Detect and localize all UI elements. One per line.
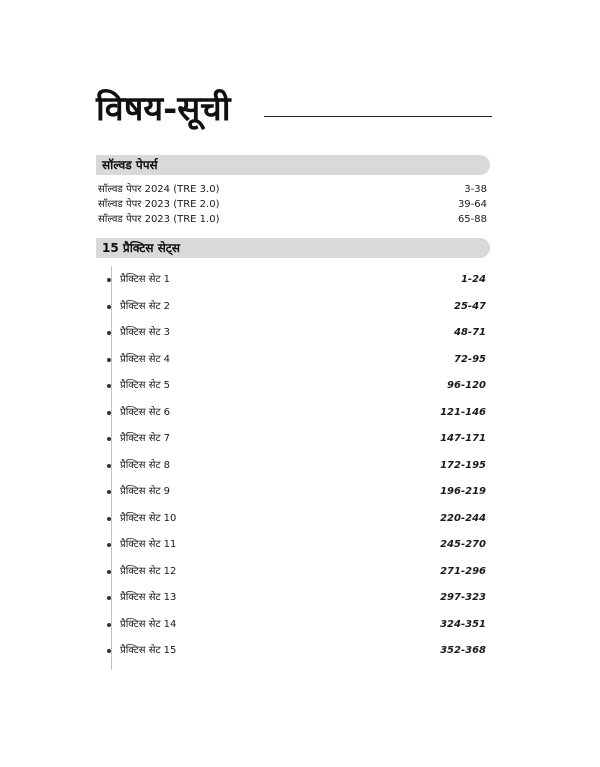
item-label: प्रैक्टिस सेट 7 (120, 433, 171, 444)
list-item[interactable] (96, 536, 486, 554)
item-pages: 1-24 (460, 274, 486, 285)
item-label: प्रैक्टिस सेट 9 (120, 486, 171, 497)
item-pages: 324-351 (440, 618, 486, 630)
list-item[interactable] (96, 377, 486, 395)
item-label: प्रैक्टिस सेट 1 (120, 274, 171, 285)
item-label: प्रैक्टिस सेट 10 (120, 512, 177, 524)
list-item[interactable] (96, 324, 486, 342)
title-underline (264, 116, 492, 117)
list-item[interactable] (96, 430, 486, 448)
item-pages: 25-47 (454, 300, 486, 312)
list-item[interactable] (98, 182, 487, 197)
bullet-icon (107, 649, 111, 653)
bullet-icon (107, 305, 111, 309)
bullet-icon (107, 490, 111, 494)
item-label: प्रैक्टिस सेट 5 (120, 380, 171, 391)
list-item[interactable] (96, 351, 486, 369)
item-pages: 245-270 (440, 539, 486, 550)
item-label: प्रैक्टिस सेट 3 (120, 327, 171, 338)
bullet-icon (107, 517, 111, 521)
list-item[interactable] (96, 589, 486, 607)
item-label: सॉल्वड पेपर 2023 (TRE 1.0) (98, 214, 220, 225)
list-item[interactable] (96, 457, 486, 475)
item-pages: 297-323 (440, 592, 486, 603)
list-item[interactable] (96, 563, 486, 581)
item-label: प्रैक्टिस सेट 11 (120, 539, 177, 550)
practice-sets-list (96, 266, 488, 670)
item-pages: 48-71 (454, 327, 486, 338)
bullet-icon (107, 570, 111, 574)
bullet-icon (107, 358, 111, 362)
section-header-solved (96, 155, 490, 175)
item-pages: 96-120 (447, 380, 486, 391)
bullet-icon (107, 384, 111, 388)
item-label: प्रैक्टिस सेट 6 (120, 406, 171, 418)
bullet-icon (107, 411, 111, 415)
list-item[interactable] (96, 404, 486, 422)
item-label: प्रैक्टिस सेट 14 (120, 618, 177, 630)
list-item[interactable] (96, 642, 486, 660)
bullet-icon (107, 623, 111, 627)
list-item[interactable] (96, 483, 486, 501)
item-pages: 39-64 (457, 199, 487, 210)
item-pages: 352-368 (440, 645, 486, 656)
item-pages: 196-219 (440, 486, 486, 497)
item-label: सॉल्वड पेपर 2024 (TRE 3.0) (98, 184, 220, 195)
section-header-practice (96, 238, 490, 258)
item-label: सॉल्वड पेपर 2023 (TRE 2.0) (98, 199, 220, 210)
item-label: प्रैक्टिस सेट 4 (120, 353, 171, 365)
item-pages: 72-95 (454, 353, 486, 365)
bullet-icon (107, 437, 111, 441)
item-label: प्रैक्टिस सेट 2 (120, 300, 171, 312)
item-pages: 121-146 (440, 406, 486, 418)
item-label: प्रैक्टिस सेट 13 (120, 592, 177, 603)
list-item[interactable] (98, 212, 487, 227)
item-label: प्रैक्टिस सेट 12 (120, 565, 177, 577)
solved-papers-list (98, 182, 487, 227)
section-heading-solved: सॉल्वड पेपर्स (102, 158, 158, 172)
item-label: प्रैक्टिस सेट 8 (120, 459, 171, 471)
item-pages: 271-296 (440, 565, 486, 577)
list-item[interactable] (96, 298, 486, 316)
item-label: प्रैक्टिस सेट 15 (120, 645, 177, 656)
list-item[interactable] (98, 197, 487, 212)
list-item[interactable] (96, 510, 486, 528)
bullet-icon (107, 596, 111, 600)
item-pages: 220-244 (440, 512, 486, 524)
list-item[interactable] (96, 616, 486, 634)
bullet-icon (107, 543, 111, 547)
bullet-icon (107, 464, 111, 468)
item-pages: 3-38 (464, 184, 487, 195)
item-pages: 65-88 (457, 214, 487, 225)
page-title: विषय-सूची (96, 89, 231, 129)
bullet-icon (107, 278, 111, 282)
title-row (96, 84, 492, 134)
item-pages: 172-195 (440, 459, 486, 471)
item-pages: 147-171 (440, 433, 486, 444)
list-item[interactable] (96, 271, 486, 289)
section-heading-practice: 15 प्रैक्टिस सेट्स (102, 241, 180, 255)
bullet-icon (107, 331, 111, 335)
